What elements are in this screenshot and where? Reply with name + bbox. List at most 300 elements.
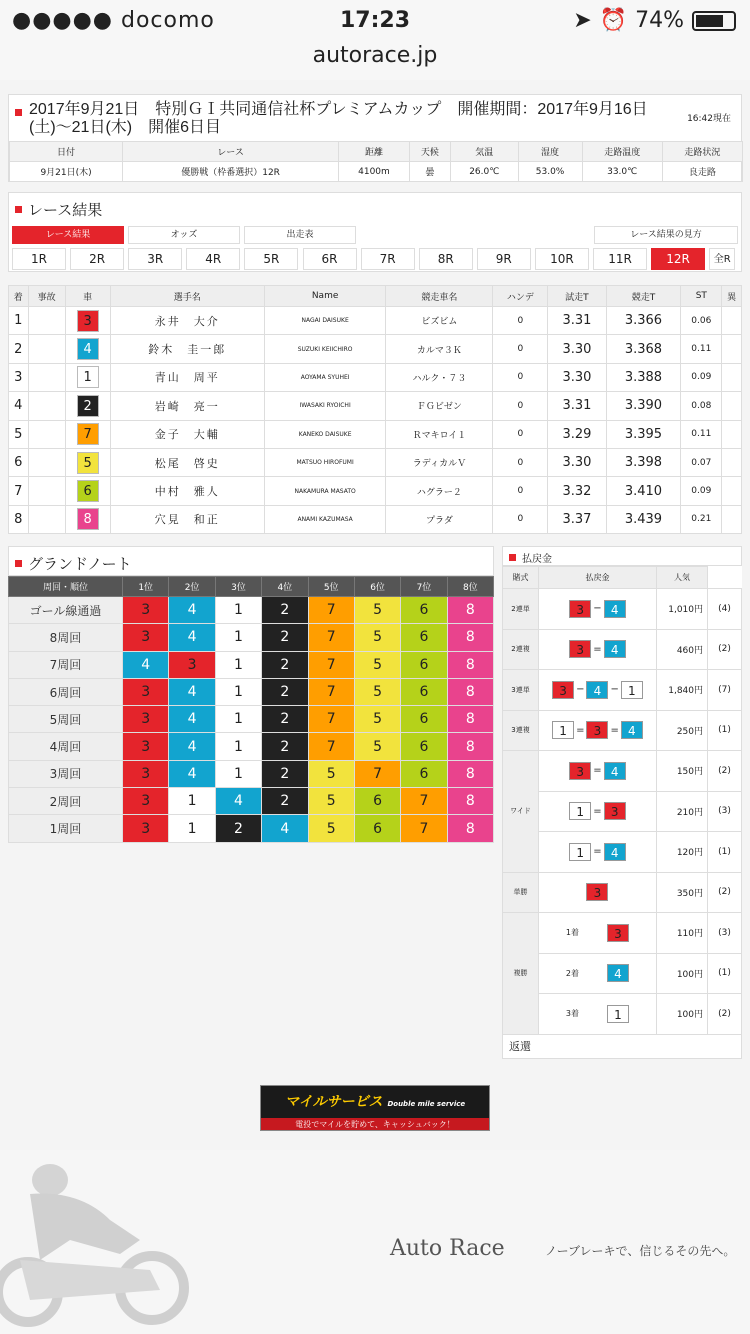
payout-row bbox=[503, 832, 742, 873]
lap-position-cell: 6 bbox=[354, 815, 400, 842]
info-value: 9月21日(木) bbox=[10, 162, 123, 182]
popularity: (1) bbox=[708, 953, 742, 994]
lap-position-cell: 6 bbox=[354, 788, 400, 815]
machine-name: カルマ３Ｋ bbox=[386, 335, 493, 363]
lap-position-cell: 8 bbox=[447, 706, 493, 733]
lap-position-cell: 7 bbox=[308, 597, 354, 624]
payout-row bbox=[503, 670, 742, 711]
combo-separator: − bbox=[610, 684, 619, 696]
payout-row bbox=[503, 913, 742, 954]
lap-position-cell: 1 bbox=[215, 760, 261, 787]
lap-position-cell: 3 bbox=[123, 788, 169, 815]
payout-section bbox=[502, 546, 742, 566]
lap-position-cell: 6 bbox=[401, 678, 447, 705]
payout-row bbox=[503, 629, 742, 670]
lap-position-cell: 7 bbox=[308, 733, 354, 760]
lap-label: 1周回 bbox=[9, 815, 123, 842]
payout-combo bbox=[539, 994, 657, 1035]
payout-table bbox=[502, 566, 742, 1059]
column-header: 4位 bbox=[262, 577, 308, 597]
payout-amount: 120円 bbox=[656, 832, 707, 873]
column-header: 選手名 bbox=[110, 286, 264, 307]
info-value: 33.0℃ bbox=[582, 162, 662, 182]
footer bbox=[0, 1150, 750, 1334]
race-time: 3.366 bbox=[606, 307, 681, 335]
page-title: 2017年9月21日 特別ＧⅠ共同通信社杯プレミアムカップ 開催期間：2017年9月16日(土)～21日(木) 開催6日目 bbox=[29, 101, 648, 136]
lap-position-cell: 1 bbox=[215, 706, 261, 733]
combo-car-badge: 4 bbox=[607, 964, 629, 982]
payout-combo bbox=[539, 670, 657, 711]
machine-name: ハグラー２ bbox=[386, 477, 493, 505]
handicap: 0 bbox=[493, 420, 548, 448]
lap-position-cell: 4 bbox=[169, 706, 215, 733]
accident-cell bbox=[28, 335, 65, 363]
lap-position-cell: 1 bbox=[215, 624, 261, 651]
updated-time: 16:42現在 bbox=[687, 114, 731, 124]
lap-position-cell: 6 bbox=[401, 706, 447, 733]
lap-position-cell: 3 bbox=[169, 651, 215, 678]
lap-row bbox=[9, 597, 494, 624]
lap-position-cell: 1 bbox=[215, 651, 261, 678]
lap-position-cell: 8 bbox=[447, 651, 493, 678]
accident-cell bbox=[28, 505, 65, 533]
racer-name[interactable]: 松尾 啓史 bbox=[110, 448, 264, 476]
race-time: 3.395 bbox=[606, 420, 681, 448]
racer-name[interactable]: 鈴木 圭一郎 bbox=[110, 335, 264, 363]
lap-position-cell: 7 bbox=[308, 706, 354, 733]
column-header: 1位 bbox=[123, 577, 169, 597]
info-header: 日付 bbox=[10, 142, 123, 162]
irregular-cell bbox=[722, 307, 742, 335]
popularity: (2) bbox=[708, 629, 742, 670]
car-cell bbox=[65, 307, 110, 335]
lap-position-cell: 5 bbox=[354, 678, 400, 705]
payout-row bbox=[503, 872, 742, 913]
combo-car-badge: 1 bbox=[621, 681, 643, 699]
payout-amount: 150円 bbox=[656, 751, 707, 792]
bet-type: 3連単 bbox=[503, 670, 539, 711]
lap-row bbox=[9, 733, 494, 760]
popularity: (2) bbox=[708, 872, 742, 913]
info-value: 良走路 bbox=[662, 162, 742, 182]
race-time: 3.410 bbox=[606, 477, 681, 505]
lap-row bbox=[9, 651, 494, 678]
racer-romaji: MATSUO HIROFUMI bbox=[264, 448, 386, 476]
grand-note-table bbox=[8, 576, 494, 843]
payout-combo bbox=[539, 872, 657, 913]
lap-position-cell: 2 bbox=[262, 624, 308, 651]
payout-row bbox=[503, 791, 742, 832]
lap-position-cell: 1 bbox=[215, 678, 261, 705]
column-header: 2位 bbox=[169, 577, 215, 597]
race-tab-5R[interactable]: 5R bbox=[244, 248, 298, 270]
racer-name[interactable]: 永井 大介 bbox=[110, 307, 264, 335]
race-time: 3.439 bbox=[606, 505, 681, 533]
payout-amount: 110円 bbox=[656, 913, 707, 954]
results-table bbox=[8, 285, 742, 534]
payout-combo bbox=[539, 710, 657, 751]
lap-position-cell: 6 bbox=[401, 651, 447, 678]
bet-type: 複勝 bbox=[503, 913, 539, 1035]
lap-position-cell: 8 bbox=[447, 597, 493, 624]
combo-car-badge: 3 bbox=[586, 883, 608, 901]
combo-car-badge: 4 bbox=[586, 681, 608, 699]
bet-type: 単勝 bbox=[503, 872, 539, 913]
info-value: 曇 bbox=[409, 162, 450, 182]
car-cell bbox=[65, 392, 110, 420]
trial-time: 3.37 bbox=[548, 505, 606, 533]
finish-position: 8 bbox=[9, 505, 29, 533]
combo-car-badge: 4 bbox=[604, 640, 626, 658]
finish-position: 2 bbox=[9, 335, 29, 363]
url-bar[interactable]: autorace.jp bbox=[0, 40, 750, 80]
lap-label: 8周回 bbox=[9, 624, 123, 651]
combo-separator: = bbox=[610, 724, 619, 736]
tab-entries[interactable]: 出走表 bbox=[244, 226, 356, 244]
handicap: 0 bbox=[493, 505, 548, 533]
bet-type: 2連複 bbox=[503, 629, 539, 670]
payout-combo bbox=[539, 629, 657, 670]
combo-separator: = bbox=[593, 643, 602, 655]
lap-position-cell: 2 bbox=[262, 706, 308, 733]
trial-time: 3.31 bbox=[548, 392, 606, 420]
info-header: レース bbox=[123, 142, 339, 162]
info-value: 53.0% bbox=[518, 162, 582, 182]
lap-position-cell: 6 bbox=[401, 733, 447, 760]
machine-name: ラディカルＶ bbox=[386, 448, 493, 476]
race-tab-6R[interactable]: 6R bbox=[303, 248, 357, 270]
combo-separator: = bbox=[576, 724, 585, 736]
car-number-badge: 5 bbox=[77, 452, 99, 474]
finish-position: 7 bbox=[9, 477, 29, 505]
lap-position-cell: 2 bbox=[262, 678, 308, 705]
popularity: (7) bbox=[708, 670, 742, 711]
race-tab-10R[interactable]: 10R bbox=[535, 248, 589, 270]
column-header: 周回・順位 bbox=[9, 577, 123, 597]
lap-position-cell: 2 bbox=[262, 597, 308, 624]
combo-car-badge: 4 bbox=[621, 721, 643, 739]
lap-position-cell: 7 bbox=[308, 651, 354, 678]
lap-position-cell: 2 bbox=[262, 760, 308, 787]
column-header: 6位 bbox=[354, 577, 400, 597]
column-header: 事故 bbox=[28, 286, 65, 307]
battery-icon bbox=[692, 11, 736, 31]
car-number-badge: 2 bbox=[77, 395, 99, 417]
race-header bbox=[8, 94, 742, 182]
popularity: (2) bbox=[708, 751, 742, 792]
car-cell bbox=[65, 477, 110, 505]
payout-row bbox=[503, 953, 742, 994]
handicap: 0 bbox=[493, 448, 548, 476]
combo-car-badge: 1 bbox=[607, 1005, 629, 1023]
lap-position-cell: 7 bbox=[401, 815, 447, 842]
start-timing: 0.09 bbox=[681, 477, 722, 505]
irregular-cell bbox=[722, 363, 742, 391]
lap-position-cell: 4 bbox=[123, 651, 169, 678]
section-marker-icon bbox=[15, 560, 22, 567]
payout-combo bbox=[539, 751, 657, 792]
accident-cell bbox=[28, 420, 65, 448]
lap-position-cell: 4 bbox=[169, 597, 215, 624]
car-cell bbox=[65, 335, 110, 363]
trial-time: 3.31 bbox=[548, 307, 606, 335]
grand-note-title: グランドノート bbox=[28, 556, 132, 573]
lap-label: 5周回 bbox=[9, 706, 123, 733]
tab-results[interactable]: レース結果 bbox=[12, 226, 124, 244]
race-time: 3.390 bbox=[606, 392, 681, 420]
place-label: 2着 bbox=[565, 968, 579, 978]
lap-position-cell: 1 bbox=[215, 733, 261, 760]
lap-position-cell: 5 bbox=[308, 760, 354, 787]
lap-position-cell: 5 bbox=[354, 624, 400, 651]
payout-amount: 250円 bbox=[656, 710, 707, 751]
car-number-badge: 6 bbox=[77, 480, 99, 502]
lap-position-cell: 4 bbox=[169, 624, 215, 651]
column-header: 異 bbox=[722, 286, 742, 307]
lap-row bbox=[9, 706, 494, 733]
results-title: レース結果 bbox=[28, 202, 103, 219]
car-cell bbox=[65, 505, 110, 533]
handicap: 0 bbox=[493, 307, 548, 335]
tab-odds[interactable]: オッズ bbox=[128, 226, 240, 244]
lap-position-cell: 5 bbox=[354, 733, 400, 760]
race-time: 3.388 bbox=[606, 363, 681, 391]
start-timing: 0.11 bbox=[681, 420, 722, 448]
payout-row bbox=[503, 751, 742, 792]
popularity: (2) bbox=[708, 994, 742, 1035]
combo-car-badge: 3 bbox=[607, 924, 629, 942]
finish-position: 1 bbox=[9, 307, 29, 335]
combo-car-badge: 1 bbox=[569, 802, 591, 820]
accident-cell bbox=[28, 392, 65, 420]
racer-name[interactable]: 岩崎 亮一 bbox=[110, 392, 264, 420]
lap-position-cell: 4 bbox=[169, 678, 215, 705]
start-timing: 0.07 bbox=[681, 448, 722, 476]
column-header: 人気 bbox=[656, 567, 707, 589]
payout-amount: 460円 bbox=[656, 629, 707, 670]
info-header: 湿度 bbox=[518, 142, 582, 162]
car-cell bbox=[65, 420, 110, 448]
start-timing: 0.08 bbox=[681, 392, 722, 420]
payout-combo bbox=[539, 953, 657, 994]
place-label: 1着 bbox=[565, 928, 579, 938]
bet-type: 3連複 bbox=[503, 710, 539, 751]
combo-car-badge: 3 bbox=[569, 600, 591, 618]
lap-position-cell: 4 bbox=[169, 733, 215, 760]
racer-romaji: SUZUKI KEIICHIRO bbox=[264, 335, 386, 363]
lap-position-cell: 1 bbox=[169, 788, 215, 815]
irregular-cell bbox=[722, 420, 742, 448]
racer-romaji: ANAMI KAZUMASA bbox=[264, 505, 386, 533]
irregular-cell bbox=[722, 448, 742, 476]
lap-position-cell: 3 bbox=[123, 706, 169, 733]
payout-combo bbox=[539, 913, 657, 954]
banner-title: マイルサービス bbox=[284, 1094, 383, 1110]
column-header: ST bbox=[681, 286, 722, 307]
accident-cell bbox=[28, 448, 65, 476]
car-number-badge: 8 bbox=[77, 508, 99, 530]
car-number-badge: 1 bbox=[77, 366, 99, 388]
trial-time: 3.29 bbox=[548, 420, 606, 448]
lap-label: 3周回 bbox=[9, 760, 123, 787]
racer-name[interactable]: 青山 周平 bbox=[110, 363, 264, 391]
mile-service-banner[interactable] bbox=[260, 1085, 490, 1131]
popularity: (3) bbox=[708, 913, 742, 954]
clock: 17:23 bbox=[339, 8, 411, 33]
race-tab-9R[interactable]: 9R bbox=[477, 248, 531, 270]
column-header: 競走T bbox=[606, 286, 681, 307]
car-cell bbox=[65, 448, 110, 476]
tab-results-guide[interactable]: レース結果の見方 bbox=[594, 226, 738, 244]
info-value: 26.0℃ bbox=[451, 162, 518, 182]
racer-romaji: NAKAMURA MASATO bbox=[264, 477, 386, 505]
info-header: 走路状況 bbox=[662, 142, 742, 162]
accident-cell bbox=[28, 363, 65, 391]
combo-car-badge: 1 bbox=[552, 721, 574, 739]
payout-amount: 350円 bbox=[656, 872, 707, 913]
lap-position-cell: 7 bbox=[308, 678, 354, 705]
race-tab-11R[interactable]: 11R bbox=[593, 248, 647, 270]
racer-name[interactable]: 中村 雅人 bbox=[110, 477, 264, 505]
race-tab-全R[interactable]: 全R bbox=[709, 248, 735, 270]
banner-caption: 電投でマイルを貯めて、キャッシュバック！ bbox=[295, 1120, 455, 1129]
lap-label: ゴール線通過 bbox=[9, 597, 123, 624]
lap-row bbox=[9, 760, 494, 787]
column-header: 7位 bbox=[401, 577, 447, 597]
lap-row bbox=[9, 678, 494, 705]
race-tab-1R[interactable]: 1R bbox=[12, 248, 66, 270]
combo-car-badge: 4 bbox=[604, 843, 626, 861]
info-header: 天候 bbox=[409, 142, 450, 162]
racer-romaji: KANEKO DAISUKE bbox=[264, 420, 386, 448]
lap-position-cell: 2 bbox=[262, 651, 308, 678]
brand-logo: Auto Race bbox=[390, 1236, 505, 1261]
race-tab-8R[interactable]: 8R bbox=[419, 248, 473, 270]
lap-position-cell: 6 bbox=[401, 624, 447, 651]
payout-combo bbox=[539, 791, 657, 832]
lap-position-cell: 5 bbox=[354, 651, 400, 678]
combo-separator: = bbox=[593, 846, 602, 858]
lap-label: 4周回 bbox=[9, 733, 123, 760]
column-header: 着 bbox=[9, 286, 29, 307]
section-marker-icon bbox=[15, 109, 22, 116]
finish-position: 4 bbox=[9, 392, 29, 420]
bet-type: ワイド bbox=[503, 751, 539, 873]
column-header: 8位 bbox=[447, 577, 493, 597]
lap-position-cell: 6 bbox=[401, 597, 447, 624]
accident-cell bbox=[28, 477, 65, 505]
machine-name: Ｒマキロイ１ bbox=[386, 420, 493, 448]
place-label: 3着 bbox=[565, 1009, 579, 1019]
payout-row bbox=[503, 710, 742, 751]
payout-combo bbox=[539, 589, 657, 630]
combo-car-badge: 3 bbox=[569, 640, 591, 658]
lap-position-cell: 5 bbox=[308, 788, 354, 815]
lap-position-cell: 8 bbox=[447, 815, 493, 842]
handicap: 0 bbox=[493, 392, 548, 420]
payout-combo bbox=[539, 832, 657, 873]
payout-row bbox=[503, 589, 742, 630]
column-header: 競走車名 bbox=[386, 286, 493, 307]
info-header: 走路温度 bbox=[582, 142, 662, 162]
info-header: 距離 bbox=[339, 142, 410, 162]
battery-percent: 74% bbox=[635, 8, 684, 33]
lap-position-cell: 7 bbox=[401, 788, 447, 815]
lap-position-cell: 7 bbox=[354, 760, 400, 787]
combo-car-badge: 3 bbox=[552, 681, 574, 699]
combo-separator: − bbox=[576, 684, 585, 696]
race-tab-7R[interactable]: 7R bbox=[361, 248, 415, 270]
lap-position-cell: 3 bbox=[123, 678, 169, 705]
irregular-cell bbox=[722, 477, 742, 505]
combo-separator: − bbox=[593, 603, 602, 615]
combo-car-badge: 4 bbox=[604, 762, 626, 780]
handicap: 0 bbox=[493, 335, 548, 363]
start-timing: 0.21 bbox=[681, 505, 722, 533]
rider-silhouette-icon bbox=[0, 1150, 240, 1334]
race-tab-12R[interactable]: 12R bbox=[651, 248, 705, 270]
machine-name: ハルク・７３ bbox=[386, 363, 493, 391]
car-number-badge: 4 bbox=[77, 338, 99, 360]
table-row bbox=[9, 477, 742, 505]
race-time: 3.398 bbox=[606, 448, 681, 476]
combo-car-badge: 3 bbox=[586, 721, 608, 739]
tagline: ノーブレーキで、信じるその先へ。 bbox=[545, 1244, 736, 1258]
handicap: 0 bbox=[493, 363, 548, 391]
column-header: 5位 bbox=[308, 577, 354, 597]
lap-row bbox=[9, 788, 494, 815]
lap-position-cell: 8 bbox=[447, 624, 493, 651]
lap-position-cell: 2 bbox=[215, 815, 261, 842]
status-bar bbox=[0, 0, 750, 40]
info-value: 4100m bbox=[339, 162, 410, 182]
race-info-table bbox=[9, 141, 743, 182]
lap-position-cell: 4 bbox=[215, 788, 261, 815]
alarm-icon: ⏰ bbox=[599, 8, 628, 33]
popularity: (4) bbox=[708, 589, 742, 630]
column-header: 賭式 bbox=[503, 567, 539, 589]
accident-cell bbox=[28, 307, 65, 335]
section-marker-icon bbox=[15, 206, 22, 213]
lap-position-cell: 5 bbox=[354, 597, 400, 624]
finish-position: 6 bbox=[9, 448, 29, 476]
racer-name[interactable]: 穴見 和正 bbox=[110, 505, 264, 533]
lap-row bbox=[9, 624, 494, 651]
column-header: ハンデ bbox=[493, 286, 548, 307]
table-row bbox=[9, 392, 742, 420]
info-header: 気温 bbox=[451, 142, 518, 162]
racer-romaji: IWASAKI RYOICHI bbox=[264, 392, 386, 420]
lap-position-cell: 6 bbox=[401, 760, 447, 787]
trial-time: 3.32 bbox=[548, 477, 606, 505]
table-row bbox=[9, 307, 742, 335]
lap-position-cell: 4 bbox=[169, 760, 215, 787]
refund-row bbox=[503, 1034, 742, 1058]
combo-separator: = bbox=[593, 805, 602, 817]
column-header: 3位 bbox=[215, 577, 261, 597]
lap-position-cell: 2 bbox=[262, 733, 308, 760]
combo-car-badge: 1 bbox=[569, 843, 591, 861]
lap-position-cell: 8 bbox=[447, 733, 493, 760]
lap-position-cell: 4 bbox=[262, 815, 308, 842]
racer-name[interactable]: 金子 大輔 bbox=[110, 420, 264, 448]
start-timing: 0.06 bbox=[681, 307, 722, 335]
racer-romaji: NAGAI DAISUKE bbox=[264, 307, 386, 335]
race-tab-3R[interactable]: 3R bbox=[128, 248, 182, 270]
race-tab-2R[interactable]: 2R bbox=[70, 248, 124, 270]
race-tab-4R[interactable]: 4R bbox=[186, 248, 240, 270]
grand-note-section bbox=[8, 546, 494, 576]
